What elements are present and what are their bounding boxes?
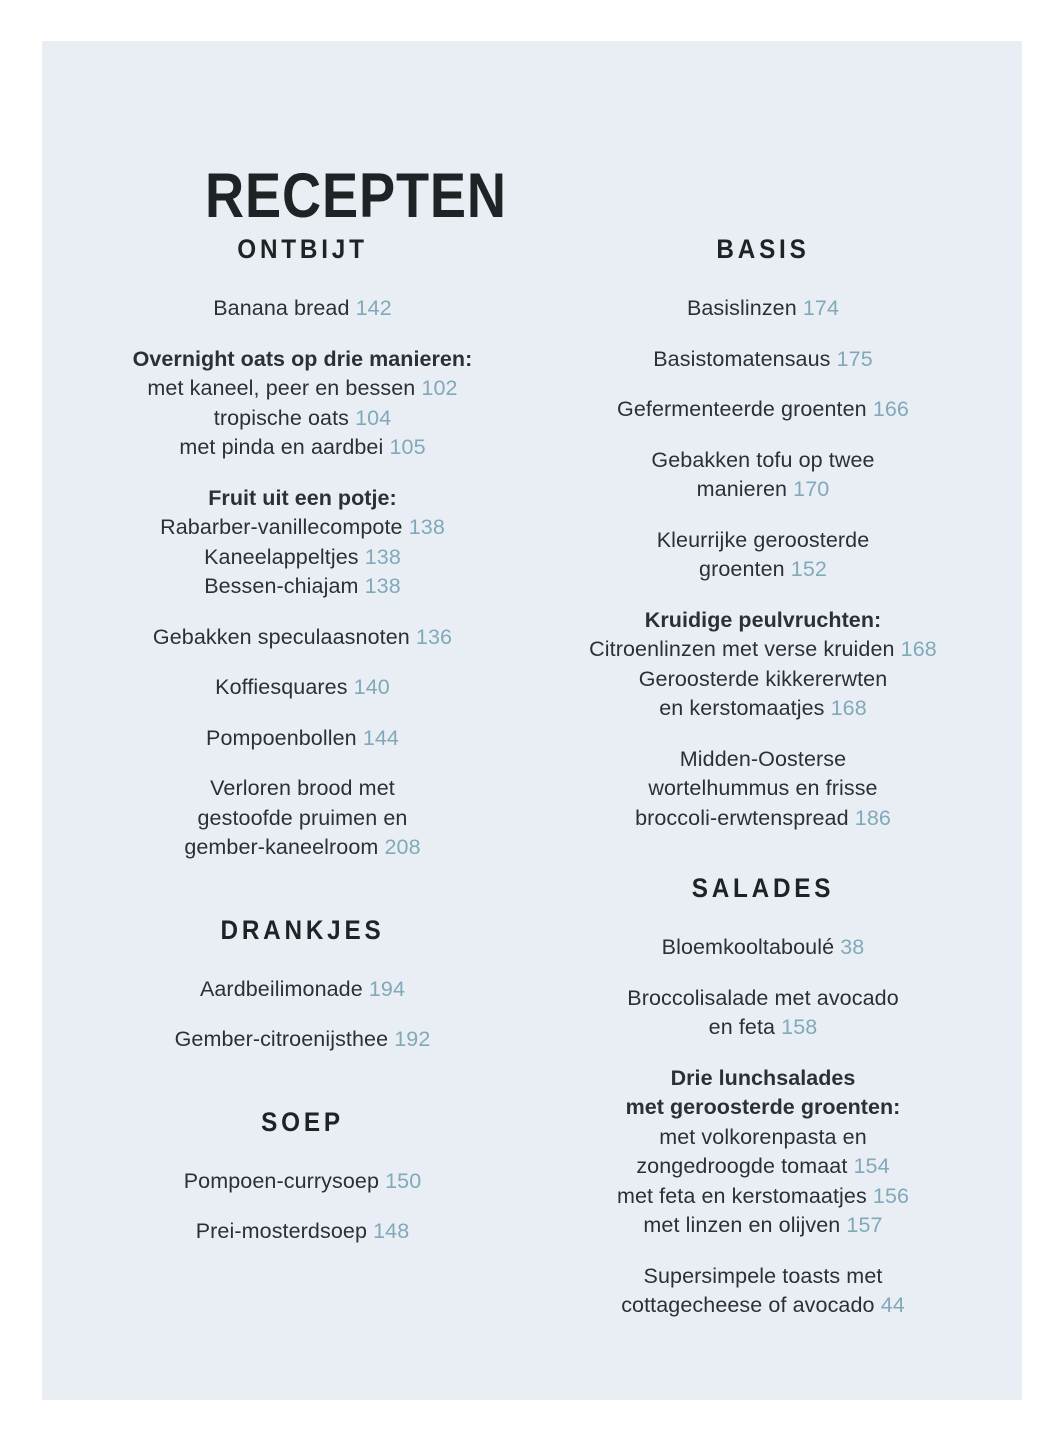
section-basis: [537, 236, 989, 833]
recipe-line: [545, 665, 981, 695]
recipe-line: [545, 555, 981, 585]
recipe-entry[interactable]: [537, 984, 989, 1043]
recipe-line: [88, 975, 517, 1005]
recipe-line: [545, 446, 981, 476]
recipe-name: Verloren brood met: [210, 776, 395, 800]
recipe-entry[interactable]: [80, 1167, 525, 1197]
recipe-line: [545, 395, 981, 425]
recipe-name: met volkorenpasta en: [659, 1124, 867, 1149]
page-number: 158: [781, 1015, 818, 1039]
recipe-entry[interactable]: [537, 1262, 989, 1321]
recipe-name: wortelhummus en frisse: [648, 776, 878, 800]
page-number: 168: [900, 637, 937, 661]
page-number: 168: [830, 696, 867, 720]
recipe-name: Gember-citroenijsthee: [174, 1027, 389, 1051]
recipe-entry[interactable]: [537, 745, 989, 834]
recipe-line: [545, 1211, 981, 1241]
recipe-line: [88, 774, 517, 804]
recipe-entry[interactable]: [537, 345, 989, 375]
recipe-entry[interactable]: [80, 623, 525, 653]
section-drankjes: [80, 914, 525, 1055]
recipe-line: [545, 294, 981, 324]
page-number: 208: [384, 835, 421, 859]
page-number: 148: [373, 1219, 410, 1243]
recipe-line: [545, 694, 981, 724]
page-number: 142: [355, 296, 392, 320]
recipe-line: [88, 673, 517, 703]
recipe-entry[interactable]: [80, 484, 525, 602]
entry-subtitle: Drie lunchsalades: [670, 1065, 856, 1090]
recipe-line: [545, 526, 981, 556]
recipe-line: [88, 1167, 517, 1197]
recipe-name: Bessen-chiajam: [204, 574, 359, 598]
page-number: 138: [364, 574, 401, 598]
page-number: 186: [854, 805, 891, 830]
recipe-entry[interactable]: [537, 526, 989, 585]
recipe-line: [88, 433, 517, 463]
recipe-name: Pompoen-currysoep: [183, 1168, 380, 1193]
recipe-name: gestoofde pruimen en: [197, 805, 408, 830]
recipe-entry[interactable]: [537, 606, 989, 724]
page-number: 136: [415, 624, 453, 649]
recipe-line: [88, 513, 517, 543]
column-right: [537, 236, 989, 1321]
recipe-line: [545, 745, 981, 775]
recipe-entry[interactable]: [80, 774, 525, 863]
recipe-name: Rabarber-vanillecompote: [160, 515, 403, 539]
recipe-line: [88, 804, 517, 834]
page-number: 156: [872, 1183, 910, 1208]
recipe-name: met kaneel, peer en bessen: [147, 376, 416, 400]
section-soep: [80, 1106, 525, 1247]
page-number: 44: [880, 1293, 905, 1317]
recipe-line: [545, 774, 981, 804]
recipe-entry[interactable]: [80, 294, 525, 324]
recipe-entry[interactable]: [80, 673, 525, 703]
page-title: RECEPTEN: [205, 161, 507, 232]
recipe-line: [88, 543, 517, 573]
recipe-line: [545, 1123, 981, 1153]
recipe-entry[interactable]: [80, 345, 525, 463]
page-number: 170: [793, 477, 830, 501]
page-number: 140: [353, 675, 390, 699]
recipe-name: met linzen en olijven: [643, 1213, 841, 1237]
section-header-salades: SALADES: [691, 873, 835, 903]
recipe-line: [545, 635, 981, 665]
page-number: 175: [836, 346, 873, 371]
recipe-entry[interactable]: [537, 446, 989, 505]
recipe-name: tropische oats: [213, 405, 349, 430]
recipe-entry[interactable]: [80, 975, 525, 1005]
section-header-soep: SOEP: [261, 1106, 344, 1137]
page-number: 138: [364, 544, 401, 569]
recipe-name: manieren: [696, 477, 788, 501]
recipe-name: Banana bread: [213, 296, 350, 320]
recipe-entry[interactable]: [537, 395, 989, 425]
recipe-name: Basislinzen: [686, 296, 797, 320]
recipe-name: en kerstomaatjes: [659, 696, 825, 720]
recipe-name: Gebakken speculaasnoten: [152, 624, 410, 649]
recipe-entry[interactable]: [537, 933, 989, 963]
recipe-name: gember-kaneelroom: [184, 835, 379, 859]
recipe-line: [545, 1291, 981, 1321]
recipe-line: [545, 1152, 981, 1182]
recipe-line: [88, 374, 517, 404]
recipe-name: Kleurrijke geroosterde: [656, 527, 870, 552]
recipe-name: Gefermenteerde groenten: [617, 397, 867, 421]
page-number: 138: [408, 515, 445, 539]
page-number: 104: [355, 405, 392, 430]
recipe-name: met feta en kerstomaatjes: [616, 1183, 867, 1208]
recipe-name: met pinda en aardbei: [179, 435, 384, 459]
recipe-name: groenten: [699, 557, 785, 581]
page-number: 150: [385, 1168, 422, 1193]
recipe-line: [545, 933, 981, 963]
recipe-line: [88, 1025, 517, 1055]
recipe-name: Kaneelappeltjes: [204, 544, 359, 569]
recipe-index-panel: [42, 41, 1022, 1400]
recipe-name: Gebakken tofu op twee: [651, 447, 875, 472]
recipe-entry[interactable]: [80, 1217, 525, 1247]
column-left: [80, 236, 525, 1247]
page-number: 157: [846, 1213, 883, 1237]
recipe-entry[interactable]: [537, 1064, 989, 1241]
recipe-line: [545, 1013, 981, 1043]
recipe-name: Bloemkooltaboulé: [661, 935, 835, 959]
recipe-name: Broccolisalade met avocado: [627, 985, 899, 1010]
page-number: 38: [840, 935, 865, 959]
recipe-line: [88, 623, 517, 653]
page-number: 192: [394, 1027, 431, 1051]
section-salades: [537, 875, 989, 1321]
recipe-entry[interactable]: [537, 294, 989, 324]
page-number: 154: [853, 1154, 890, 1178]
page-number: 144: [362, 725, 399, 750]
page-number: 166: [872, 397, 909, 421]
entry-subtitle: met geroosterde groenten:: [625, 1095, 901, 1119]
page-number: 102: [421, 376, 458, 400]
recipe-name: broccoli-erwtenspread: [635, 805, 849, 830]
recipe-name: Koffiesquares: [215, 675, 348, 699]
recipe-name: Aardbeilimonade: [199, 976, 363, 1001]
section-ontbijt: [80, 236, 525, 863]
recipe-line: [545, 1182, 981, 1212]
page-number: 152: [790, 557, 827, 581]
recipe-entry[interactable]: [80, 724, 525, 754]
page-number: 174: [802, 296, 840, 320]
recipe-line: [88, 572, 517, 602]
index-columns: [42, 236, 1022, 1321]
recipe-line: [88, 1217, 517, 1247]
recipe-line: [545, 984, 981, 1014]
page-number: 194: [368, 976, 406, 1001]
recipe-name: Supersimpele toasts met: [643, 1263, 883, 1288]
recipe-name: Prei-mosterdsoep: [195, 1219, 368, 1243]
section-header-basis: BASIS: [716, 234, 810, 264]
recipe-name: Basistomatensaus: [653, 346, 831, 371]
entry-subtitle: Kruidige peulvruchten:: [644, 607, 882, 632]
recipe-name: en feta: [708, 1015, 776, 1039]
section-header-ontbijt: ONTBIJT: [237, 234, 368, 264]
page-number: 105: [389, 435, 426, 459]
recipe-name: cottagecheese of avocado: [621, 1293, 875, 1317]
recipe-line: [88, 294, 517, 324]
recipe-line: [88, 724, 517, 754]
recipe-name: Pompoenbollen: [206, 725, 357, 750]
recipe-entry[interactable]: [80, 1025, 525, 1055]
recipe-name: zongedroogde tomaat: [636, 1154, 848, 1178]
recipe-line: [88, 833, 517, 863]
entry-subtitle: Fruit uit een potje:: [208, 485, 397, 510]
section-header-drankjes: DRANKJES: [220, 914, 385, 945]
recipe-name: Midden-Oosterse: [679, 746, 847, 771]
recipe-line: [88, 404, 517, 434]
recipe-line: [545, 1262, 981, 1292]
recipe-line: [545, 804, 981, 834]
recipe-name: Geroosterde kikkererwten: [638, 666, 888, 691]
entry-subtitle: Overnight oats op drie manieren:: [132, 346, 473, 371]
recipe-line: [545, 475, 981, 505]
recipe-line: [545, 345, 981, 375]
recipe-name: Citroenlinzen met verse kruiden: [589, 637, 895, 661]
